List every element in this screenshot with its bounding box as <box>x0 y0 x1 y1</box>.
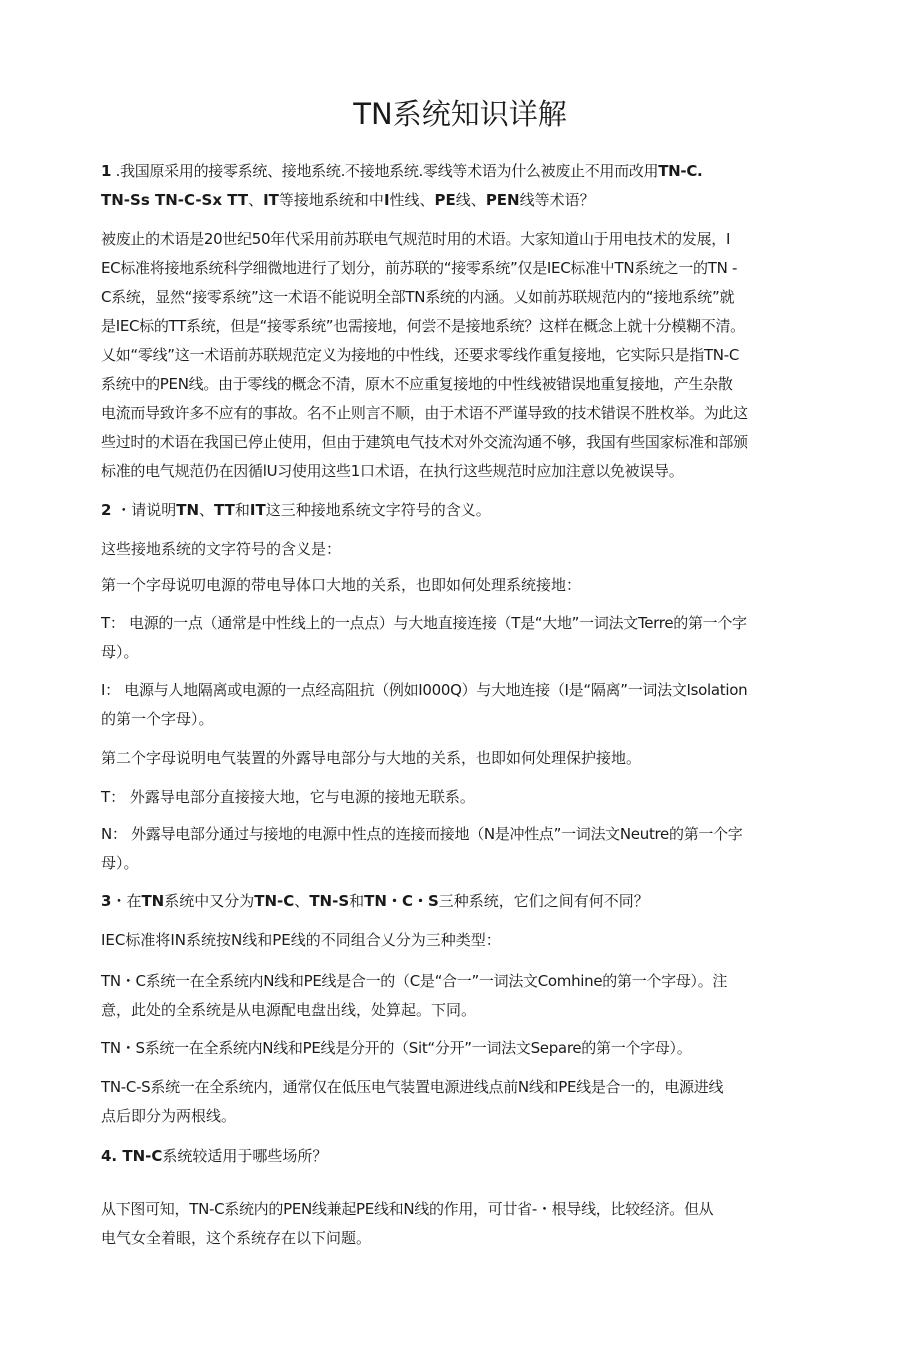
term: TN・C・S <box>364 892 439 910</box>
text: 这三种接地系统文字符号的含义。 <box>265 501 491 519</box>
paragraph-line: TN-C-S系统一在全系统内，通常仅在低压电气装置电源进线点前N线和PE线是合一的，电源进线 <box>101 1078 724 1096</box>
question-1-line-2 <box>101 186 806 215</box>
paragraph-line: 点后即分为两根线。 <box>101 1107 237 1125</box>
paragraph-line: 母）。 <box>101 643 139 661</box>
paragraph-line: C系统，显然“接零系统”这一术语不能说明全部TN系统的内涵。乂如前苏联规范内的“接地系统”就 <box>101 288 735 306</box>
text: 和 <box>234 501 250 519</box>
paragraph-line: 是IEC标的TT系统，但是“接零系统”也需接地，何尝不是接地系统？这样在概念上就十分模糊不清。 <box>101 317 745 335</box>
term: IT <box>249 501 266 519</box>
question-number: 1 <box>101 162 112 180</box>
text: 系统较适用于哪些场所？ <box>162 1147 328 1165</box>
text: 性线、 <box>389 191 435 209</box>
answer-2-first-letter <box>101 571 806 600</box>
term: I <box>383 191 390 209</box>
question-3 <box>101 887 806 916</box>
page-title: TN系统知识详解 <box>353 97 567 131</box>
question-text: .我国原采用的接零系统、接地系统.不接地系统.零线等术语为什么被废止不用而改用 <box>111 162 659 180</box>
paragraph-line: TN・S系统一在全系统内N线和PE线是分开的（Sit“分开”一词法文Separe的第一个字母）。 <box>101 1039 692 1057</box>
question-number: 3 <box>101 892 112 910</box>
text: 和 <box>349 892 365 910</box>
text: 等接地系统和中 <box>278 191 384 209</box>
question-2-line <box>101 496 806 525</box>
answer-4 <box>101 1195 806 1253</box>
answer-1 <box>101 225 806 486</box>
answer-2 <box>101 535 806 564</box>
paragraph-line: T： 外露导电部分直接接大地，它与电源的接地无联系。 <box>101 788 475 806</box>
paragraph-line: TN・C系统一在全系统内N线和PE线是合一的（C是“合一”一词法文Comhine的第一个字母）。注 <box>101 972 728 990</box>
paragraph-line: 乂如“零线”这一术语前苏联规范定义为接地的中性线，还要求零线作重复接地，它实际只是指TN-C <box>101 346 740 364</box>
text: 系统中又分为 <box>164 892 255 910</box>
question-2 <box>101 496 806 525</box>
question-number: 4. TN-C <box>101 1147 163 1165</box>
paragraph-line: 这些接地系统的文字符号的含义是： <box>101 540 342 558</box>
paragraph-line: T： 电源的一点（通常是中性线上的一点点）与大地直接连接（T是“大地”一词法文Terre的第一个字 <box>101 614 747 632</box>
text: 、 <box>199 501 215 519</box>
question-1-line-1 <box>101 157 806 186</box>
paragraph-line: I： 电源与人地隔离或电源的一点经高阻抗（例如I000Q）与大地连接（I是“隔离”一词法文Isolation <box>101 681 748 699</box>
paragraph-line: 电气女全着眼，这个系统存在以下问题。 <box>101 1229 372 1247</box>
question-number: 2 <box>101 501 112 519</box>
text: 、 <box>294 892 310 910</box>
term: IT <box>263 191 279 209</box>
term: TN-C <box>254 892 295 910</box>
answer-2-t-earth <box>101 609 806 667</box>
paragraph-line: EC标准将接地系统科学细微地进行了划分，前苏联的“接零系统”仅是IEC标准屮TN系统之一的TN - <box>101 259 738 277</box>
paragraph-line: IEC标准将IN系统按N线和PE线的不同组合乂分为三种类型： <box>101 931 501 949</box>
question-1 <box>101 157 806 215</box>
question-3-line <box>101 887 806 916</box>
paragraph-line: 第一个字母说叨电源的带电导体口大地的关系，也即如何处理系统接地： <box>101 576 582 594</box>
text: 线等术语？ <box>519 191 595 209</box>
answer-2-second-letter <box>101 744 806 773</box>
term: TN <box>176 501 200 519</box>
answer-3-tnc <box>101 967 806 1025</box>
question-4-line <box>101 1142 806 1171</box>
paragraph-line: 的第一个字母）。 <box>101 710 214 728</box>
question-4 <box>101 1142 806 1171</box>
text: 线、 <box>455 191 486 209</box>
answer-2-i-isolation <box>101 676 806 734</box>
paragraph-line: 些过时的术语在我国已停止使用，但由于建筑电气技术对外交流沟通不够，我国有些国家标准和部颁 <box>101 433 748 451</box>
text: ・在 <box>111 892 142 910</box>
term: PE <box>434 191 456 209</box>
text: 、 <box>248 191 264 209</box>
text: 三种系统，它们之间有何不同？ <box>438 892 649 910</box>
term: TN <box>141 892 165 910</box>
paragraph-line: 标准的电气规范仍在因循lU习使用这些1口术语，在执行这些规范时应加注意以免被误导。 <box>101 462 684 480</box>
paragraph-line: 系统中的PEN线。由于零线的概念不清，原木不应重复接地的中性线被错误地重复接地，产生杂散 <box>101 375 733 393</box>
answer-3-tncs <box>101 1073 806 1131</box>
text: ・请说明 <box>111 501 177 519</box>
answer-3-tns <box>101 1034 806 1063</box>
question-term: TN-C. <box>658 162 703 180</box>
paragraph-line: 被废止的术语是20世纪50年代采用前苏联电气规范时用的术语。大家知道山于用电技术的发展，I <box>101 230 731 248</box>
paragraph-line: 意，此处的全系统是从电源配电盘出线，处算起。下同。 <box>101 1001 477 1019</box>
paragraph-line: N： 外露导电部分通过与接地的电源中性点的连接而接地（N是冲性点”一词法文Neutre的第一个字 <box>101 825 743 843</box>
term: TN-Ss TN-C-Sx TT <box>101 191 249 209</box>
term: TT <box>214 501 235 519</box>
answer-3 <box>101 926 806 955</box>
paragraph-line: 从下图可知，TN-C系统内的PEN线兼起PE线和N线的作用，可廿省-・根导线，比较经济。但从 <box>101 1200 714 1218</box>
paragraph-line: 母）。 <box>101 854 139 872</box>
answer-2-n-neutral <box>101 820 806 878</box>
paragraph-line: 第二个字母说明电气装置的外露导电部分与大地的关系，也即如何处理保护接地。 <box>101 749 642 767</box>
term: PEN <box>485 191 520 209</box>
paragraph-line: 电流而导致许多不应有的事故。名不止则言不顺，由于术语不严谨导致的技术错误不胜枚举。为此这 <box>101 404 748 422</box>
term: TN-S <box>309 892 350 910</box>
answer-2-t-direct <box>101 783 806 812</box>
